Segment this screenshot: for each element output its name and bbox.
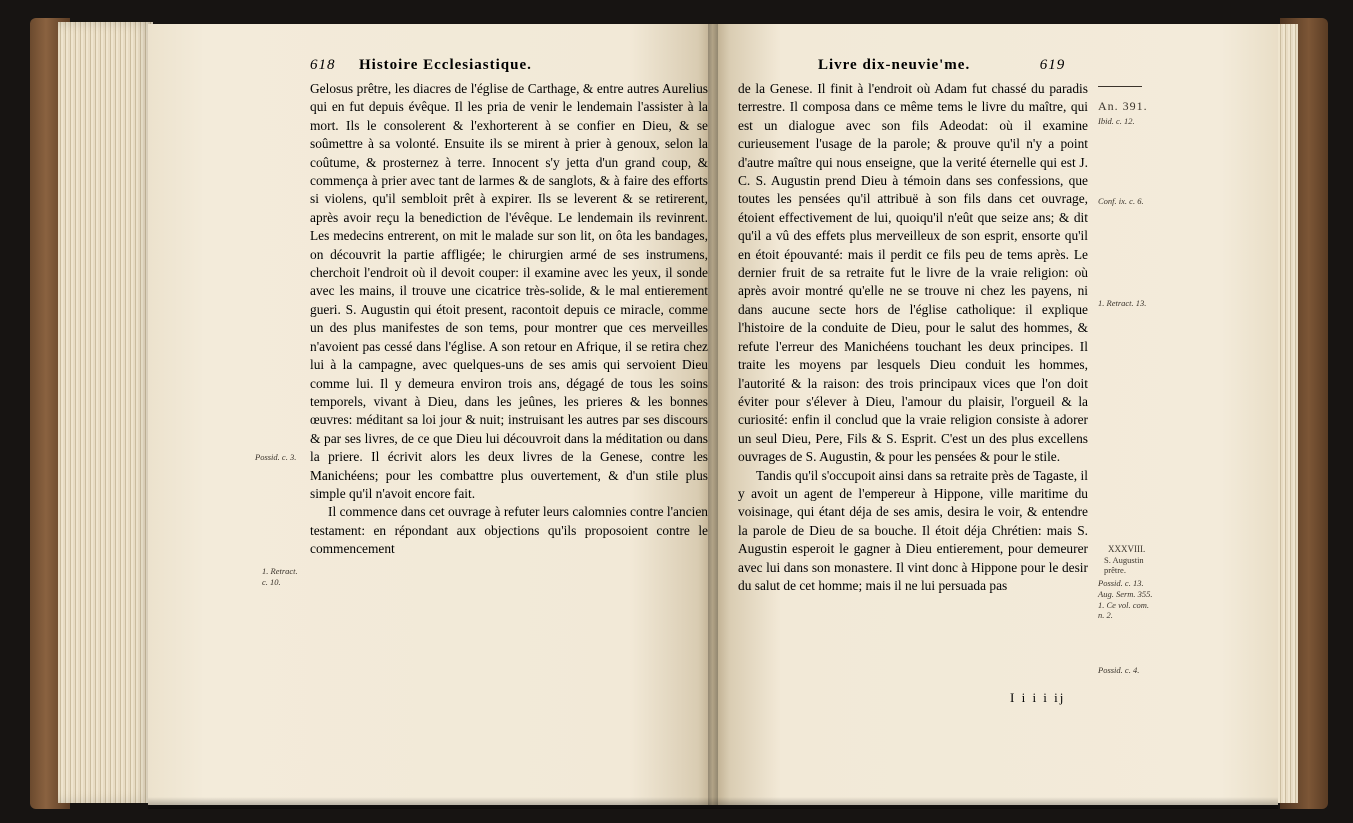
right-page-body xyxy=(738,80,1088,595)
left-page-body xyxy=(310,80,708,559)
margin-note-possid-13: Possid. c. 13. xyxy=(1098,578,1144,588)
page-edges-left xyxy=(58,22,153,803)
signature-mark: I i i i ij xyxy=(1010,690,1066,705)
bottom-shadow xyxy=(148,797,1278,809)
right-paragraph-2: Tandis qu'il s'occupoit ainsi dans sa retraite près de Tagaste, il y avoit un agent de l'empereur à Hippone, ville maritime du voisinage, qui étant déja de ses amis, desira le voir, & entendre la parole de Dieu de sa bouche. Il étoit déja Chrétien: mais S. Augustin esperoit le gagner à Dieu entierement, pour demeurer avec lui dans son monastere. Il vint donc à Hippone pour le desir du salut de cet homme; mais il ne lui persuada pas xyxy=(738,467,1088,593)
right-paragraph-1: de la Genese. Il finit à l'endroit où Adam fut chassé du paradis terrestre. Il composa dans ce même tems le livre du maître, qui est un dialogue avec son fils Adeodat: où il examine curieusement l'usage de la parole; & prouve qu'il n'y a point d'autre maître qui nous enseigne, que la verité éternelle qui est J. C. S. Augustin prend Dieu à témoin dans ses confessions, que toutes les pensées qu'il attribuë à son fils dans cet ouvrage, étoient effectivement de lui, quoiqu'il n'eût que seize ans; & dit qu'il a vû des effets plus merveilleux de son esprit, ensorte qu'il en étoit épouvanté: mais il perdit ce fils peu de tems après. Le dernier fruit de sa retraite fut le livre de la vraie religion: où après avoir montré qu'elle ne se trouve ni chez les payens, ni dans aucune secte hors de l'église catholique: il explique l'histoire de la conduite de Dieu, pour le salut des hommes, & refute l'erreur des Manichéens touchant les deux principes. Il traite les moyens par lesquels Dieu conduit les hommes, l'autorité & la raison: des trois principaux vices que l'on doit éviter pour s'élever à Dieu, l'amour du plaisir, l'orgueil & la curiosité: enfin il conclud que la vraie religion consiste à adorer un seul Dieu, Pere, Fils & S. Esprit. C'est un des plus excellens ouvrages de S. Augustin, & pour les pensées & pour le stile. xyxy=(738,81,1088,465)
left-paragraph-2: Il commence dans cet ouvrage à refuter leurs calomnies contre l'ancien testament: en répondant aux objections qu'ils proposoient contre le commencement xyxy=(310,504,708,557)
margin-note-section: XXXVIII. xyxy=(1108,544,1146,554)
right-running-title: Livre dix-neuvie'me. xyxy=(818,57,971,73)
margin-note-aug-serm: Aug. Serm. 355. xyxy=(1098,589,1153,599)
margin-note-n2: n. 2. xyxy=(1098,610,1113,620)
margin-rule xyxy=(1098,86,1142,87)
right-page-number: 619 xyxy=(1039,57,1066,73)
margin-note-ibid: Ibid. c. 12. xyxy=(1098,116,1135,126)
margin-note-conf: Conf. ix. c. 6. xyxy=(1098,196,1144,206)
left-page-header xyxy=(310,57,532,74)
margin-note-year: An. 391. xyxy=(1098,99,1148,113)
margin-note-retract: 1. Retract. xyxy=(262,566,298,576)
margin-note-pretre: prêtre. xyxy=(1104,565,1126,575)
margin-note-retract-chapter: c. 10. xyxy=(262,577,281,587)
left-page-number: 618 xyxy=(310,57,336,73)
margin-note-augustin: S. Augustin xyxy=(1104,555,1144,565)
margin-note-ce-vol: 1. Ce vol. com. xyxy=(1098,600,1149,610)
left-paragraph-1: Gelosus prêtre, les diacres de l'église de Carthage, & entre autres Aurelius qui en fut depuis évêque. Il les pria de venir le lendemain l'assister à la mort. Ils le consolerent & l'exhorterent à se confier en Dieu, & se soûmettre à sa volonté. Ensuite ils se mirent à prier à genoux, selon la coûtume, & prosternez à terre. Innocent s'y jetta d'un grand coup, & commença à prier avec tant de larmes & de sanglots, & à faire des efforts si violens, qu'il sembloit prêt à expirer. Ils se leverent & se retirerent, après avoir reçu la benediction de l'évêque. Le lendemain ils revinrent. Les medecins entrerent, on mit le malade sur son lit, on ôta les bandages, on découvrit la partie affligée; le chirurgien armé de ses instrumens, cherchoit l'endroit où il devoit couper: il examine avec les yeux, il sonde avec les mains, il trouve une cicatrice très-solide, & le mal entierement gueri. S. Augustin qui étoit present, racontoit depuis ce miracle, comme un des plus manifestes de son tems, pour montrer que ces merveilles n'avoient pas cessé dans l'église. A son retour en Afrique, il se retira chez lui à la campagne, avec quelques-uns de ses amis qui servoient Dieu comme lui. Il y demeura environ trois ans, dégagé de tous les soins temporels, vivant à Dieu, dans les jeûnes, les prieres & les bonnes œuvres: méditant sa loi jour & nuit; instruisant les autres par ses discours & par ses livres, de ce que Dieu lui découvroit dans la méditation ou dans la priere. Il écrivit alors les deux livres de la Genese, contre les Manichéens; pour les combattre plus ouvertement, & d'un stile plus simple qu'il n'avoit encore fait. xyxy=(310,81,708,501)
left-running-title: Histoire Ecclesiastique. xyxy=(359,57,532,73)
book-gutter xyxy=(708,24,718,805)
margin-note-possid: Possid. c. 3. xyxy=(255,452,297,462)
margin-note-possid-4: Possid. c. 4. xyxy=(1098,665,1140,675)
right-page-header xyxy=(818,57,1065,74)
margin-note-retract-13: 1. Retract. 13. xyxy=(1098,298,1147,308)
